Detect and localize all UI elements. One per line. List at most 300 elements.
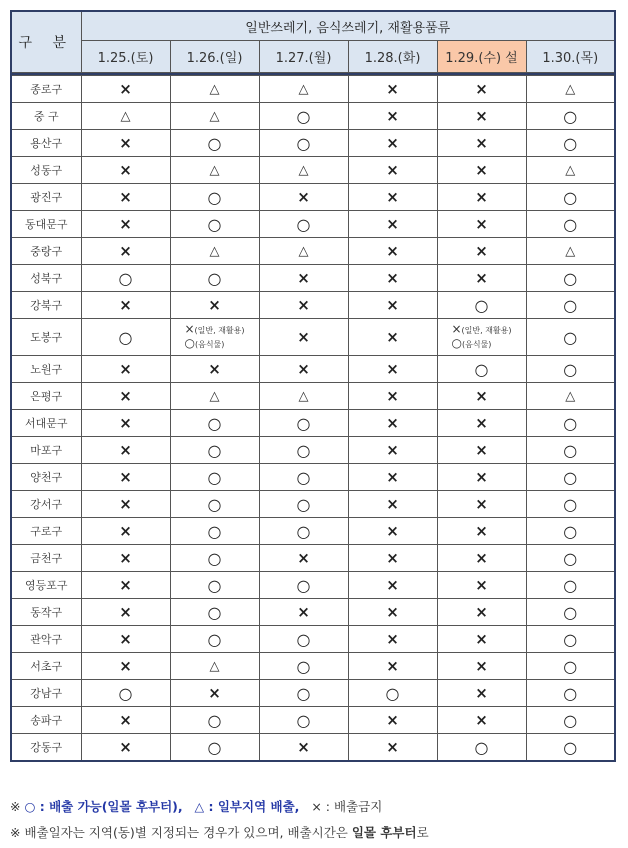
- allowed-mark: ○: [296, 521, 311, 541]
- status-cell: [170, 211, 259, 238]
- status-cell: [348, 184, 437, 211]
- status-cell: [526, 238, 615, 265]
- status-cell: [81, 680, 170, 707]
- table-row: [11, 157, 615, 184]
- status-cell: [526, 319, 615, 356]
- allowed-mark: ○: [296, 629, 311, 649]
- status-cell: [437, 383, 526, 410]
- status-cell: [526, 437, 615, 464]
- legend-banned: × : 배출금지: [311, 799, 383, 814]
- banned-mark: ×: [208, 360, 221, 378]
- banned-mark: ×: [119, 522, 132, 540]
- banned-mark: ×: [475, 657, 488, 675]
- status-cell: [348, 734, 437, 762]
- status-cell: [81, 130, 170, 157]
- allowed-mark: ○: [207, 494, 222, 514]
- banned-mark: ×: [119, 134, 132, 152]
- banned-mark: ×: [386, 215, 399, 233]
- banned-mark: ×: [386, 711, 399, 729]
- header-date-row: [11, 41, 615, 73]
- status-cell: [259, 292, 348, 319]
- banned-mark: ×: [297, 738, 310, 756]
- mixed-status-cell: [170, 319, 259, 356]
- status-cell: [437, 491, 526, 518]
- note-text: ※ 배출일자는 지역(동)별 지정되는 경우가 있으며, 배출시간은: [10, 825, 352, 840]
- status-cell: [526, 356, 615, 383]
- status-cell: [259, 599, 348, 626]
- status-cell: [81, 410, 170, 437]
- status-cell: [259, 653, 348, 680]
- banned-mark: ×: [475, 711, 488, 729]
- allowed-mark: ○: [563, 467, 578, 487]
- banned-mark: ×: [475, 107, 488, 125]
- status-cell: [170, 292, 259, 319]
- district-name: 구로구: [11, 518, 81, 545]
- status-cell: [259, 734, 348, 762]
- banned-mark: ×: [297, 296, 310, 314]
- banned-mark: ×: [386, 360, 399, 378]
- status-cell: [259, 356, 348, 383]
- allowed-mark: ○: [563, 629, 578, 649]
- banned-mark: ×: [475, 188, 488, 206]
- allowed-mark: ○: [563, 187, 578, 207]
- partial-mark: △: [209, 659, 220, 674]
- district-name: 강서구: [11, 491, 81, 518]
- banned-mark: ×: [386, 387, 399, 405]
- table-row: [11, 518, 615, 545]
- banned-mark: ×: [119, 711, 132, 729]
- banned-mark: ×: [386, 576, 399, 594]
- banned-mark: ×: [475, 522, 488, 540]
- status-cell: [437, 103, 526, 130]
- district-name: 서초구: [11, 653, 81, 680]
- allowed-mark: ○: [563, 656, 578, 676]
- allowed-mark: ○: [563, 575, 578, 595]
- banned-mark: ×: [475, 576, 488, 594]
- status-cell: [526, 707, 615, 734]
- allowed-mark: ○: [207, 602, 222, 622]
- status-cell: [259, 103, 348, 130]
- status-cell: [170, 103, 259, 130]
- status-cell: [81, 626, 170, 653]
- allowed-mark: ○: [207, 214, 222, 234]
- banned-mark: ×: [119, 188, 132, 206]
- note-bold: 일몰 후부터: [351, 825, 417, 840]
- table-row: [11, 211, 615, 238]
- allowed-mark: ○: [296, 494, 311, 514]
- status-cell: [437, 545, 526, 572]
- district-name: 양천구: [11, 464, 81, 491]
- district-name: 강동구: [11, 734, 81, 762]
- allowed-mark: ○: [563, 327, 578, 347]
- status-cell: [437, 518, 526, 545]
- banned-mark: ×: [119, 495, 132, 513]
- partial-mark: △: [565, 82, 576, 97]
- status-cell: [526, 76, 615, 103]
- banned-mark: ×: [297, 549, 310, 567]
- status-cell: [526, 626, 615, 653]
- table-row: [11, 464, 615, 491]
- status-cell: [437, 572, 526, 599]
- legend-allowed: ○ : 배출 가능(일몰 후부터),: [24, 799, 183, 814]
- disposal-time-note: [10, 820, 429, 846]
- allowed-mark: ○: [296, 413, 311, 433]
- status-cell: [81, 265, 170, 292]
- status-cell: [526, 265, 615, 292]
- partial-mark: △: [565, 163, 576, 178]
- status-cell: [81, 707, 170, 734]
- status-cell: [81, 292, 170, 319]
- partial-mark: △: [209, 109, 220, 124]
- district-name: 마포구: [11, 437, 81, 464]
- banned-mark: ×: [475, 215, 488, 233]
- status-cell: [526, 464, 615, 491]
- banned-mark: ×: [386, 495, 399, 513]
- status-cell: [437, 292, 526, 319]
- banned-mark: ×: [386, 549, 399, 567]
- banned-mark: ×: [475, 495, 488, 513]
- status-cell: [437, 265, 526, 292]
- banned-mark: ×: [475, 387, 488, 405]
- allowed-mark: ○: [118, 683, 133, 703]
- header-date-4: 1.28.(화): [348, 41, 437, 73]
- banned-mark: ×: [119, 549, 132, 567]
- status-cell: [170, 464, 259, 491]
- banned-mark: ×: [119, 296, 132, 314]
- status-cell: [348, 518, 437, 545]
- status-cell: [348, 491, 437, 518]
- legend-notes: [10, 794, 429, 846]
- banned-mark: ×: [119, 414, 132, 432]
- status-cell: [170, 437, 259, 464]
- status-cell: [170, 410, 259, 437]
- status-cell: [81, 734, 170, 762]
- partial-mark: △: [298, 244, 309, 259]
- status-cell: [437, 410, 526, 437]
- banned-mark: ×: [386, 603, 399, 621]
- allowed-mark: ○: [296, 467, 311, 487]
- status-cell: [348, 292, 437, 319]
- table-row: [11, 265, 615, 292]
- banned-mark: ×: [475, 161, 488, 179]
- status-cell: [170, 680, 259, 707]
- status-cell: [170, 265, 259, 292]
- allowed-mark: ○: [563, 214, 578, 234]
- status-cell: [437, 76, 526, 103]
- status-cell: [259, 518, 348, 545]
- status-cell: [348, 238, 437, 265]
- status-cell: [259, 238, 348, 265]
- district-name: 강남구: [11, 680, 81, 707]
- district-name: 서대문구: [11, 410, 81, 437]
- banned-mark: ×: [386, 80, 399, 98]
- schedule-table-wrapper: [10, 10, 616, 762]
- allowed-mark: ○: [296, 575, 311, 595]
- note-suffix: 로: [416, 825, 429, 840]
- banned-mark: ×: [475, 242, 488, 260]
- status-cell: [437, 653, 526, 680]
- table-row: [11, 238, 615, 265]
- status-cell: [170, 545, 259, 572]
- header-date-2: 1.26.(일): [170, 41, 259, 73]
- status-cell: [526, 734, 615, 762]
- allowed-mark: ○: [296, 656, 311, 676]
- partial-mark: △: [298, 389, 309, 404]
- mixed-status-cell: [437, 319, 526, 356]
- table-row: [11, 410, 615, 437]
- table-row: [11, 103, 615, 130]
- status-cell: [348, 599, 437, 626]
- district-name: 종로구: [11, 76, 81, 103]
- allowed-mark: ○: [118, 327, 133, 347]
- district-name: 동대문구: [11, 211, 81, 238]
- table-row: [11, 383, 615, 410]
- status-cell: [170, 130, 259, 157]
- status-cell: [348, 130, 437, 157]
- status-cell: [526, 184, 615, 211]
- banned-mark: ×: [386, 414, 399, 432]
- status-cell: [437, 707, 526, 734]
- table-row: [11, 437, 615, 464]
- banned-mark: ×: [386, 328, 399, 346]
- allowed-mark: ○: [563, 106, 578, 126]
- partial-mark: △: [209, 163, 220, 178]
- partial-mark: △: [298, 82, 309, 97]
- district-name: 송파구: [11, 707, 81, 734]
- allowed-mark: ○: [563, 268, 578, 288]
- allowed-mark: ○: [563, 602, 578, 622]
- status-cell: [348, 626, 437, 653]
- district-name: 용산구: [11, 130, 81, 157]
- allowed-mark: ○: [563, 295, 578, 315]
- status-cell: [526, 410, 615, 437]
- allowed-mark: ○: [296, 440, 311, 460]
- status-cell: [348, 410, 437, 437]
- banned-mark: ×: [386, 296, 399, 314]
- status-cell: [526, 211, 615, 238]
- schedule-body: [11, 76, 615, 762]
- status-cell: [170, 356, 259, 383]
- table-row: [11, 734, 615, 762]
- status-cell: [81, 599, 170, 626]
- district-name: 성북구: [11, 265, 81, 292]
- mixed-status: ×(일반, 재활용) ○(음식물): [451, 322, 512, 350]
- status-cell: [81, 157, 170, 184]
- status-cell: [170, 184, 259, 211]
- status-cell: [348, 545, 437, 572]
- status-cell: [259, 464, 348, 491]
- allowed-mark: ○: [563, 737, 578, 757]
- status-cell: [437, 130, 526, 157]
- status-cell: [526, 680, 615, 707]
- status-cell: [170, 238, 259, 265]
- table-row: [11, 653, 615, 680]
- status-cell: [348, 437, 437, 464]
- status-cell: [170, 383, 259, 410]
- status-cell: [437, 356, 526, 383]
- status-cell: [526, 103, 615, 130]
- table-row: [11, 356, 615, 383]
- status-cell: [259, 545, 348, 572]
- status-cell: [170, 76, 259, 103]
- allowed-mark: ○: [207, 710, 222, 730]
- allowed-mark: ○: [474, 295, 489, 315]
- partial-mark: △: [209, 389, 220, 404]
- status-cell: [259, 157, 348, 184]
- legend-partial: △ : 일부지역 배출,: [194, 799, 300, 814]
- district-name: 중 구: [11, 103, 81, 130]
- status-cell: [170, 157, 259, 184]
- district-name: 중랑구: [11, 238, 81, 265]
- banned-mark: ×: [208, 296, 221, 314]
- district-name: 영등포구: [11, 572, 81, 599]
- status-cell: [437, 184, 526, 211]
- allowed-mark: ○: [207, 440, 222, 460]
- table-row: [11, 680, 615, 707]
- status-cell: [437, 680, 526, 707]
- status-cell: [348, 211, 437, 238]
- status-cell: [259, 491, 348, 518]
- header-category: 일반쓰레기, 음식쓰레기, 재활용품류: [81, 11, 615, 41]
- waste-disposal-schedule-table: [10, 10, 616, 762]
- status-cell: [259, 572, 348, 599]
- status-cell: [81, 383, 170, 410]
- status-cell: [170, 572, 259, 599]
- table-row: [11, 599, 615, 626]
- status-cell: [526, 130, 615, 157]
- banned-mark: ×: [386, 657, 399, 675]
- banned-mark: ×: [119, 468, 132, 486]
- district-name: 은평구: [11, 383, 81, 410]
- status-cell: [259, 265, 348, 292]
- status-cell: [81, 76, 170, 103]
- banned-mark: ×: [119, 360, 132, 378]
- banned-mark: ×: [386, 134, 399, 152]
- status-cell: [348, 76, 437, 103]
- banned-mark: ×: [297, 188, 310, 206]
- status-cell: [526, 599, 615, 626]
- district-name: 성동구: [11, 157, 81, 184]
- banned-mark: ×: [208, 684, 221, 702]
- banned-mark: ×: [386, 242, 399, 260]
- banned-mark: ×: [119, 161, 132, 179]
- status-cell: [348, 157, 437, 184]
- banned-mark: ×: [386, 630, 399, 648]
- status-cell: [348, 319, 437, 356]
- status-cell: [259, 437, 348, 464]
- banned-mark: ×: [475, 630, 488, 648]
- status-cell: [81, 518, 170, 545]
- partial-mark: △: [209, 244, 220, 259]
- table-row: [11, 184, 615, 211]
- allowed-mark: ○: [207, 133, 222, 153]
- allowed-mark: ○: [207, 467, 222, 487]
- status-cell: [526, 292, 615, 319]
- status-cell: [437, 437, 526, 464]
- allowed-mark: ○: [296, 710, 311, 730]
- status-cell: [170, 491, 259, 518]
- banned-mark: ×: [119, 738, 132, 756]
- status-cell: [259, 707, 348, 734]
- status-cell: [259, 680, 348, 707]
- status-cell: [81, 653, 170, 680]
- status-cell: [259, 184, 348, 211]
- allowed-mark: ○: [207, 629, 222, 649]
- banned-mark: ×: [475, 468, 488, 486]
- status-cell: [259, 626, 348, 653]
- status-cell: [348, 356, 437, 383]
- status-cell: [170, 599, 259, 626]
- status-cell: [259, 130, 348, 157]
- allowed-mark: ○: [296, 683, 311, 703]
- allowed-mark: ○: [563, 548, 578, 568]
- status-cell: [259, 211, 348, 238]
- banned-mark: ×: [386, 188, 399, 206]
- banned-mark: ×: [475, 134, 488, 152]
- partial-mark: △: [565, 389, 576, 404]
- district-name: 관악구: [11, 626, 81, 653]
- status-cell: [81, 211, 170, 238]
- allowed-mark: ○: [563, 683, 578, 703]
- status-cell: [526, 653, 615, 680]
- table-row: [11, 572, 615, 599]
- banned-mark: ×: [119, 603, 132, 621]
- status-cell: [81, 572, 170, 599]
- table-row: [11, 707, 615, 734]
- banned-mark: ×: [297, 328, 310, 346]
- status-cell: [170, 626, 259, 653]
- legend-line: [10, 794, 429, 820]
- partial-mark: △: [209, 82, 220, 97]
- status-cell: [259, 76, 348, 103]
- banned-mark: ×: [297, 603, 310, 621]
- banned-mark: ×: [386, 522, 399, 540]
- status-cell: [437, 599, 526, 626]
- allowed-mark: ○: [563, 710, 578, 730]
- table-row: [11, 292, 615, 319]
- district-name: 노원구: [11, 356, 81, 383]
- banned-mark: ×: [119, 576, 132, 594]
- status-cell: [170, 734, 259, 762]
- status-cell: [348, 680, 437, 707]
- status-cell: [348, 103, 437, 130]
- status-cell: [526, 383, 615, 410]
- header-gubun: 구 분: [11, 11, 81, 73]
- banned-mark: ×: [119, 441, 132, 459]
- partial-mark: △: [565, 244, 576, 259]
- status-cell: [348, 653, 437, 680]
- status-cell: [259, 410, 348, 437]
- table-row: [11, 130, 615, 157]
- allowed-mark: ○: [296, 214, 311, 234]
- banned-mark: ×: [475, 441, 488, 459]
- district-name: 도봉구: [11, 319, 81, 356]
- allowed-mark: ○: [385, 683, 400, 703]
- table-row: [11, 491, 615, 518]
- status-cell: [437, 157, 526, 184]
- status-cell: [437, 211, 526, 238]
- banned-mark: ×: [386, 107, 399, 125]
- banned-mark: ×: [475, 603, 488, 621]
- allowed-mark: ○: [207, 413, 222, 433]
- status-cell: [348, 572, 437, 599]
- status-cell: [81, 464, 170, 491]
- allowed-mark: ○: [207, 575, 222, 595]
- status-cell: [437, 238, 526, 265]
- status-cell: [259, 383, 348, 410]
- allowed-mark: ○: [207, 521, 222, 541]
- allowed-mark: ○: [563, 413, 578, 433]
